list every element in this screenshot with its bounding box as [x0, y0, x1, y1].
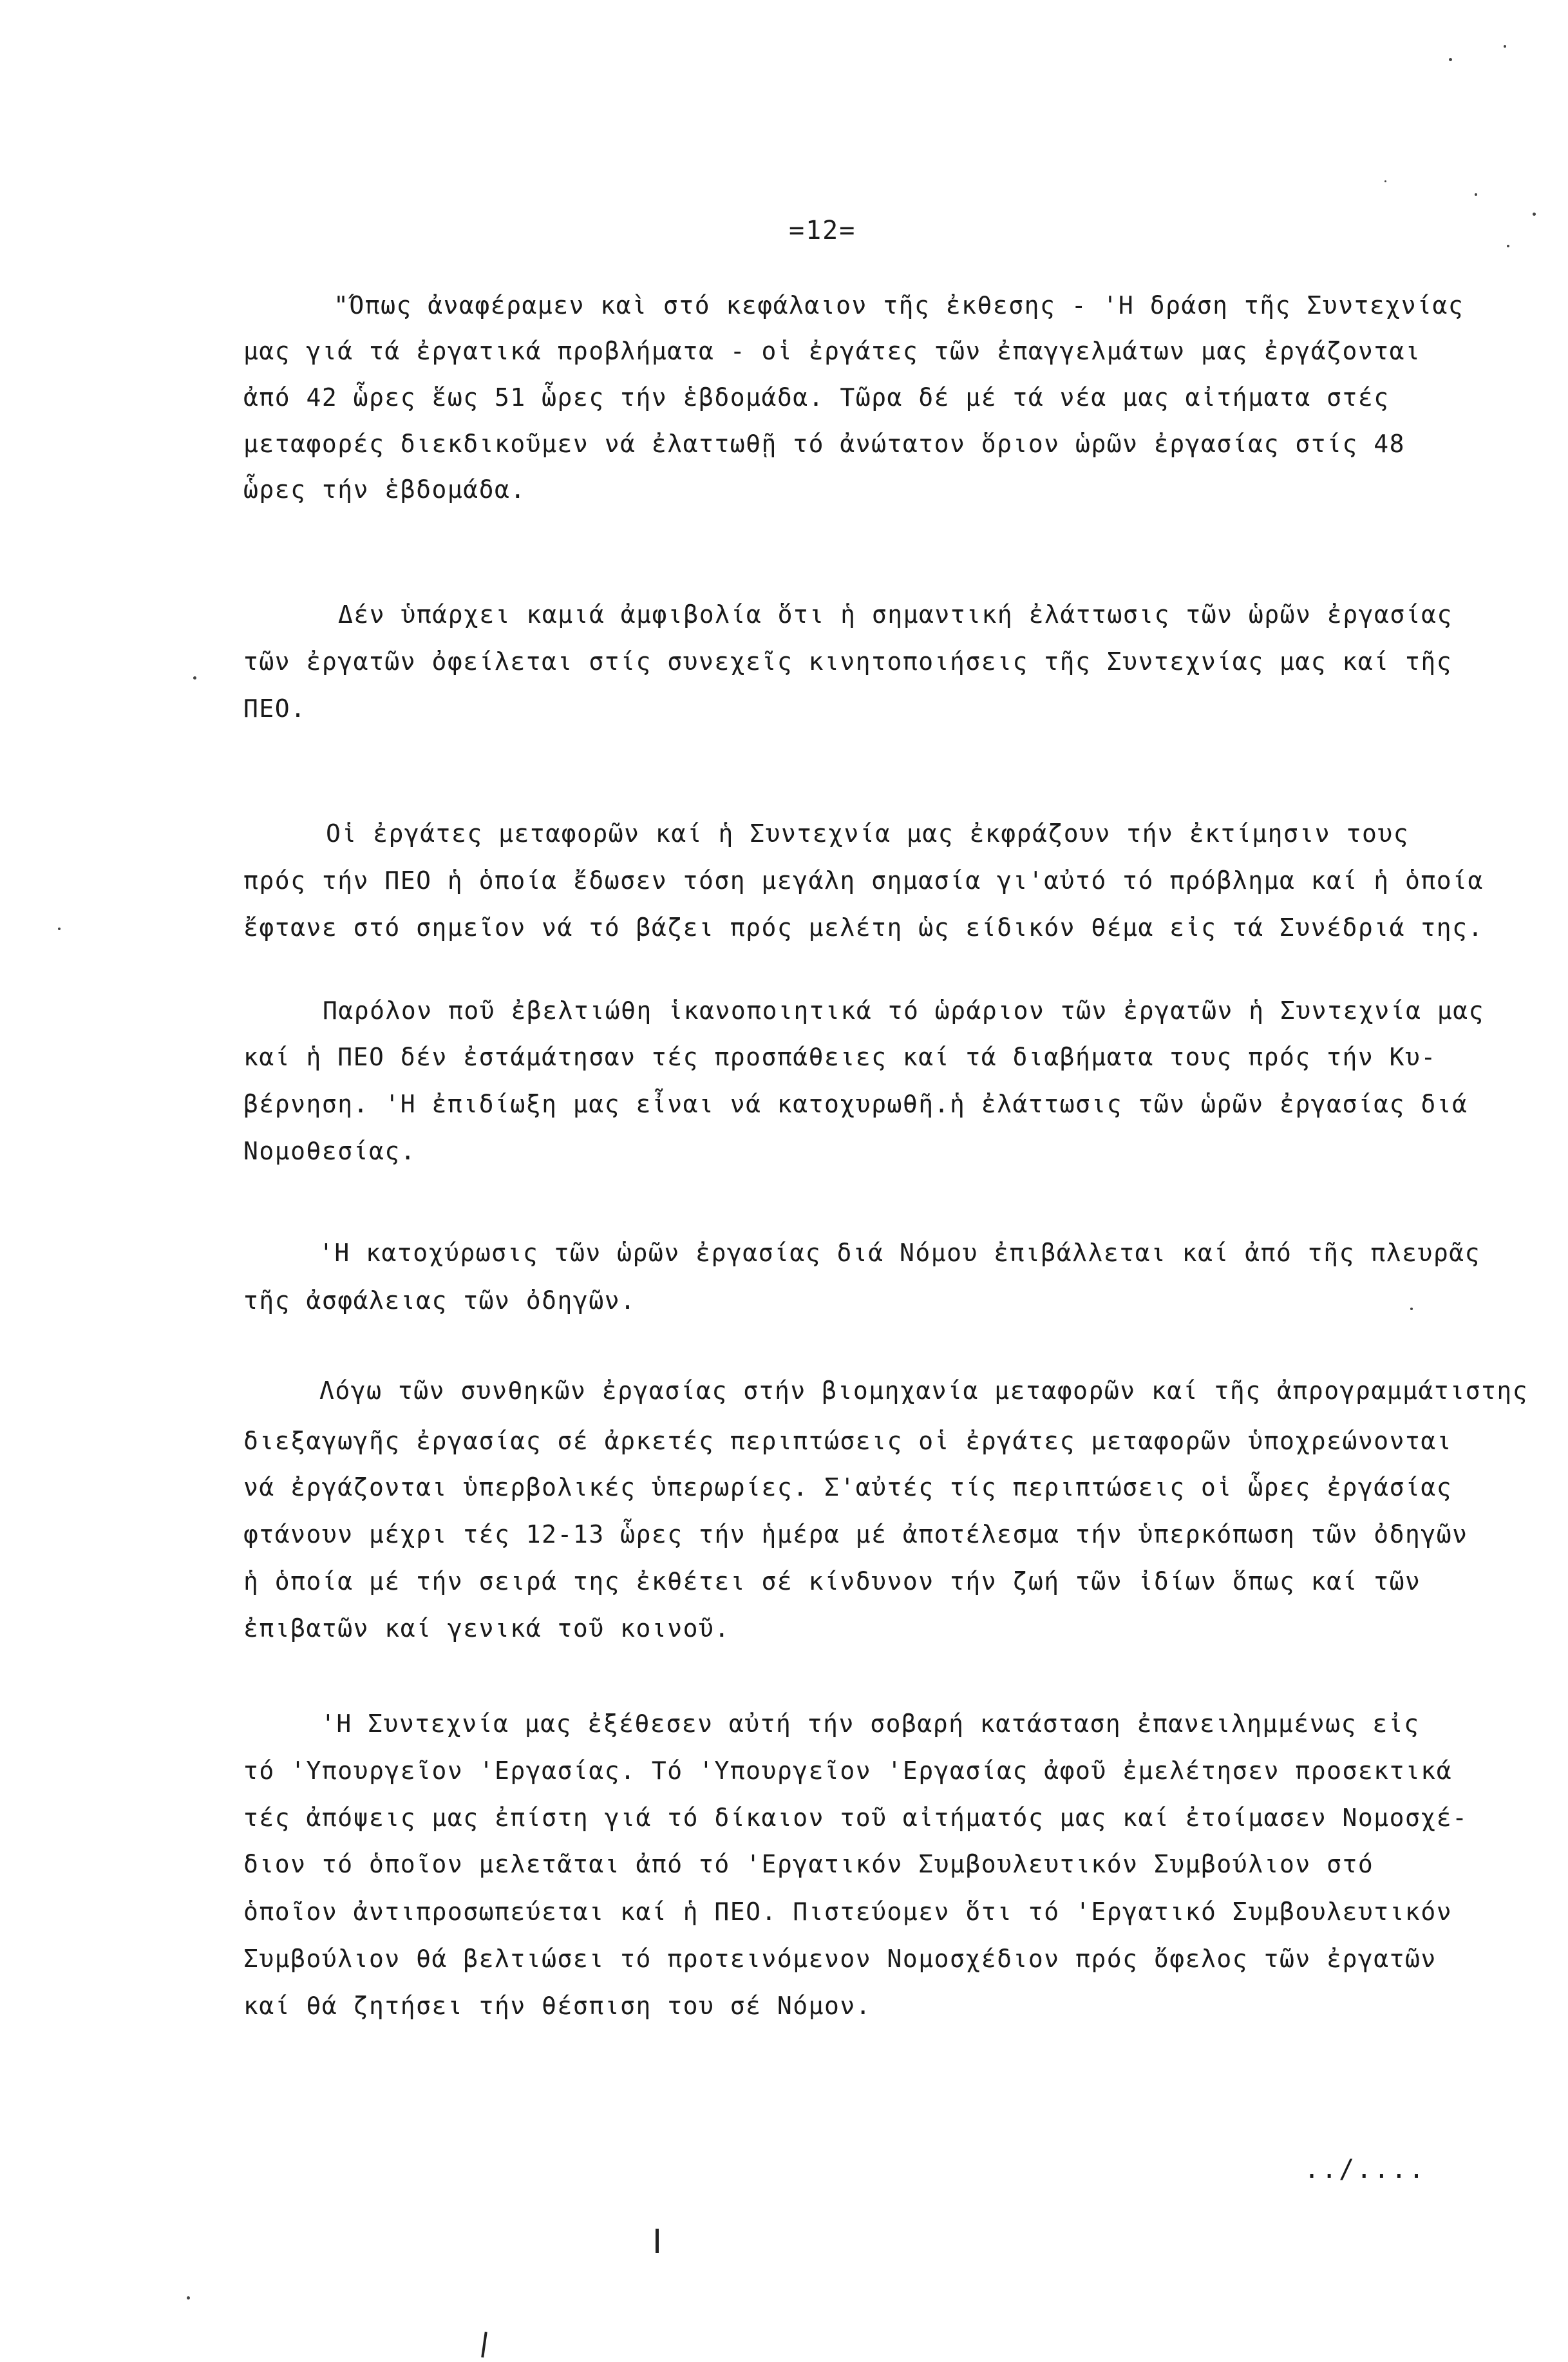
text-line: τῆς ἀσφάλειας τῶν ὀδηγῶν.: [243, 1286, 636, 1315]
text-line: μεταφορές διεκδικοῦμεν νά ἐλαττωθῇ τό ἀνώτατον ὅριον ὡρῶν ἐργασίας στίς 48: [243, 430, 1405, 458]
text-line: ἐπιβατῶν καί γενικά τοῦ κοινοῦ.: [243, 1614, 730, 1643]
text-line: Νομοθεσίας.: [243, 1137, 417, 1165]
text-line: 'Η Συντεχνία μας ἐξέθεσεν αὐτή τήν σοβαρή κατάσταση ἐπανειλημμένως εἰς: [321, 1710, 1420, 1738]
text-line: Οἱ ἐργάτες μεταφορῶν καί ἡ Συντεχνία μας ἐκφράζουν τήν ἐκτίμησιν τους: [326, 819, 1410, 848]
text-line: 'Η κατοχύρωσις τῶν ὡρῶν ἐργασίας διά Νόμου ἐπιβάλλεται καί ἀπό τῆς πλευρᾶς: [319, 1239, 1480, 1267]
text-line: τῶν ἐργατῶν ὀφείλεται στίς συνεχεῖς κινητοποιήσεις τῆς Συντεχνίας μας καί τῆς: [243, 647, 1453, 676]
text-line: τό 'Υπουργεῖον 'Εργασίας. Τό 'Υπουργεῖον 'Εργασίας ἀφοῦ ἐμελέτησεν προσεκτικά: [243, 1757, 1453, 1785]
text-line: Λόγω τῶν συνθηκῶν ἐργασίας στήν βιομηχανία μεταφορῶν καί τῆς ἀπρογραμμάτιστης: [319, 1376, 1529, 1405]
text-line: ΠΕΟ.: [243, 694, 307, 723]
text-line: τές ἀπόψεις μας ἐπίστη γιά τό δίκαιον τοῦ αἰτήματός μας καί ἐτοίμασεν Νομοσχέ-: [243, 1804, 1468, 1832]
text-line: βέρνηση. 'Η ἐπιδίωξη μας εἶναι νά κατοχυρωθῆ.ἡ ἐλάττωσις τῶν ὡρῶν ἐργασίας διά: [243, 1090, 1468, 1118]
scan-speck: [193, 676, 196, 680]
text-line: διον τό ὁποῖον μελετᾶται ἀπό τό 'Εργατικόν Συμβουλευτικόν Συμβούλιον στό: [243, 1850, 1374, 1878]
text-line: Συμβούλιον θά βελτιώσει τό προτεινόμενον Νομοσχέδιον πρός ὄφελος τῶν ἐργατῶν: [243, 1945, 1437, 1973]
scan-speck: [1533, 213, 1536, 216]
scan-speck: [187, 2296, 190, 2300]
scan-speck: [1384, 180, 1386, 182]
text-line: καί θά ζητήσει τήν θέσπιση του σέ Νόμον.: [243, 1992, 872, 2020]
text-line: πρός τήν ΠΕΟ ἡ ὁποία ἔδωσεν τόση μεγάλη σημασία γι'αὐτό τό πρόβλημα καί ἡ ὁποία: [243, 866, 1484, 895]
text-line: ἡ ὁποία μέ τήν σειρά της ἐκθέτει σέ κίνδυνον τήν ζωή τῶν ἰδίων ὅπως καί τῶν: [243, 1567, 1421, 1595]
scan-speck: [1449, 58, 1452, 61]
scan-mark: [656, 2229, 659, 2253]
text-line: ἔφτανε στό σημεῖον νά τό βάζει πρός μελέτη ὡς είδικόν θέμα εἰς τά Συνέδριά της.: [243, 913, 1484, 942]
text-line: ὁποῖον ἀντιπροσωπεύεται καί ἡ ΠΕΟ. Πιστεύομεν ὅτι τό 'Εργατικό Συμβουλευτικόν: [243, 1898, 1453, 1926]
text-line: διεξαγωγῆς ἐργασίας σέ ἀρκετές περιπτώσεις οἱ ἐργάτες μεταφορῶν ὑποχρεώνονται: [243, 1427, 1453, 1455]
text-line: νά ἐργάζονται ὑπερβολικές ὑπερωρίες. Σ'αὐτές τίς περιπτώσεις οἱ ὧρες ἐργάσίας: [243, 1473, 1453, 1501]
text-line: Παρόλον ποῦ ἐβελτιώθη ἱκανοποιητικά τό ὡράριον τῶν ἐργατῶν ἡ Συντεχνία μας: [323, 996, 1484, 1025]
text-line: "Όπως ἀναφέραμεν καὶ στό κεφάλαιον τῆς ἐκθεσης - 'Η δράση τῆς Συντεχνίας: [334, 291, 1464, 319]
scan-mark: [481, 2332, 487, 2357]
text-line: μας γιά τά ἐργατικά προβλήματα - οἱ ἐργάτες τῶν ἐπαγγελμάτων μας ἐργάζονται: [243, 337, 1421, 365]
text-line: καί ἡ ΠΕΟ δέν ἐστάμάτησαν τές προσπάθειες καί τά διαβήματα τους πρός τήν Κυ-: [243, 1043, 1437, 1071]
text-line: ὧρες τήν ἑβδομάδα.: [243, 475, 526, 504]
continuation-mark: ../....: [1304, 2155, 1426, 2184]
scan-speck: [58, 928, 61, 930]
scan-speck: [1410, 1308, 1413, 1310]
text-line: Δέν ὑπάρχει καμιά ἀμφιβολία ὅτι ἡ σημαντική ἐλάττωσις τῶν ὡρῶν ἐργασίας: [338, 600, 1453, 629]
page-number: =12=: [789, 216, 856, 245]
scan-speck: [1475, 193, 1477, 196]
scan-speck: [1507, 245, 1509, 247]
text-line: φτάνουν μέχρι τές 12-13 ὧρες τήν ἡμέρα μέ ἀποτέλεσμα τήν ὑπερκόπωση τῶν ὀδηγῶν: [243, 1520, 1468, 1548]
text-line: ἀπό 42 ὧρες ἕως 51 ὧρες τήν ἑβδομάδα. Τῶρα δέ μέ τά νέα μας αἰτήματα στές: [243, 383, 1390, 412]
scan-speck: [1504, 45, 1506, 48]
